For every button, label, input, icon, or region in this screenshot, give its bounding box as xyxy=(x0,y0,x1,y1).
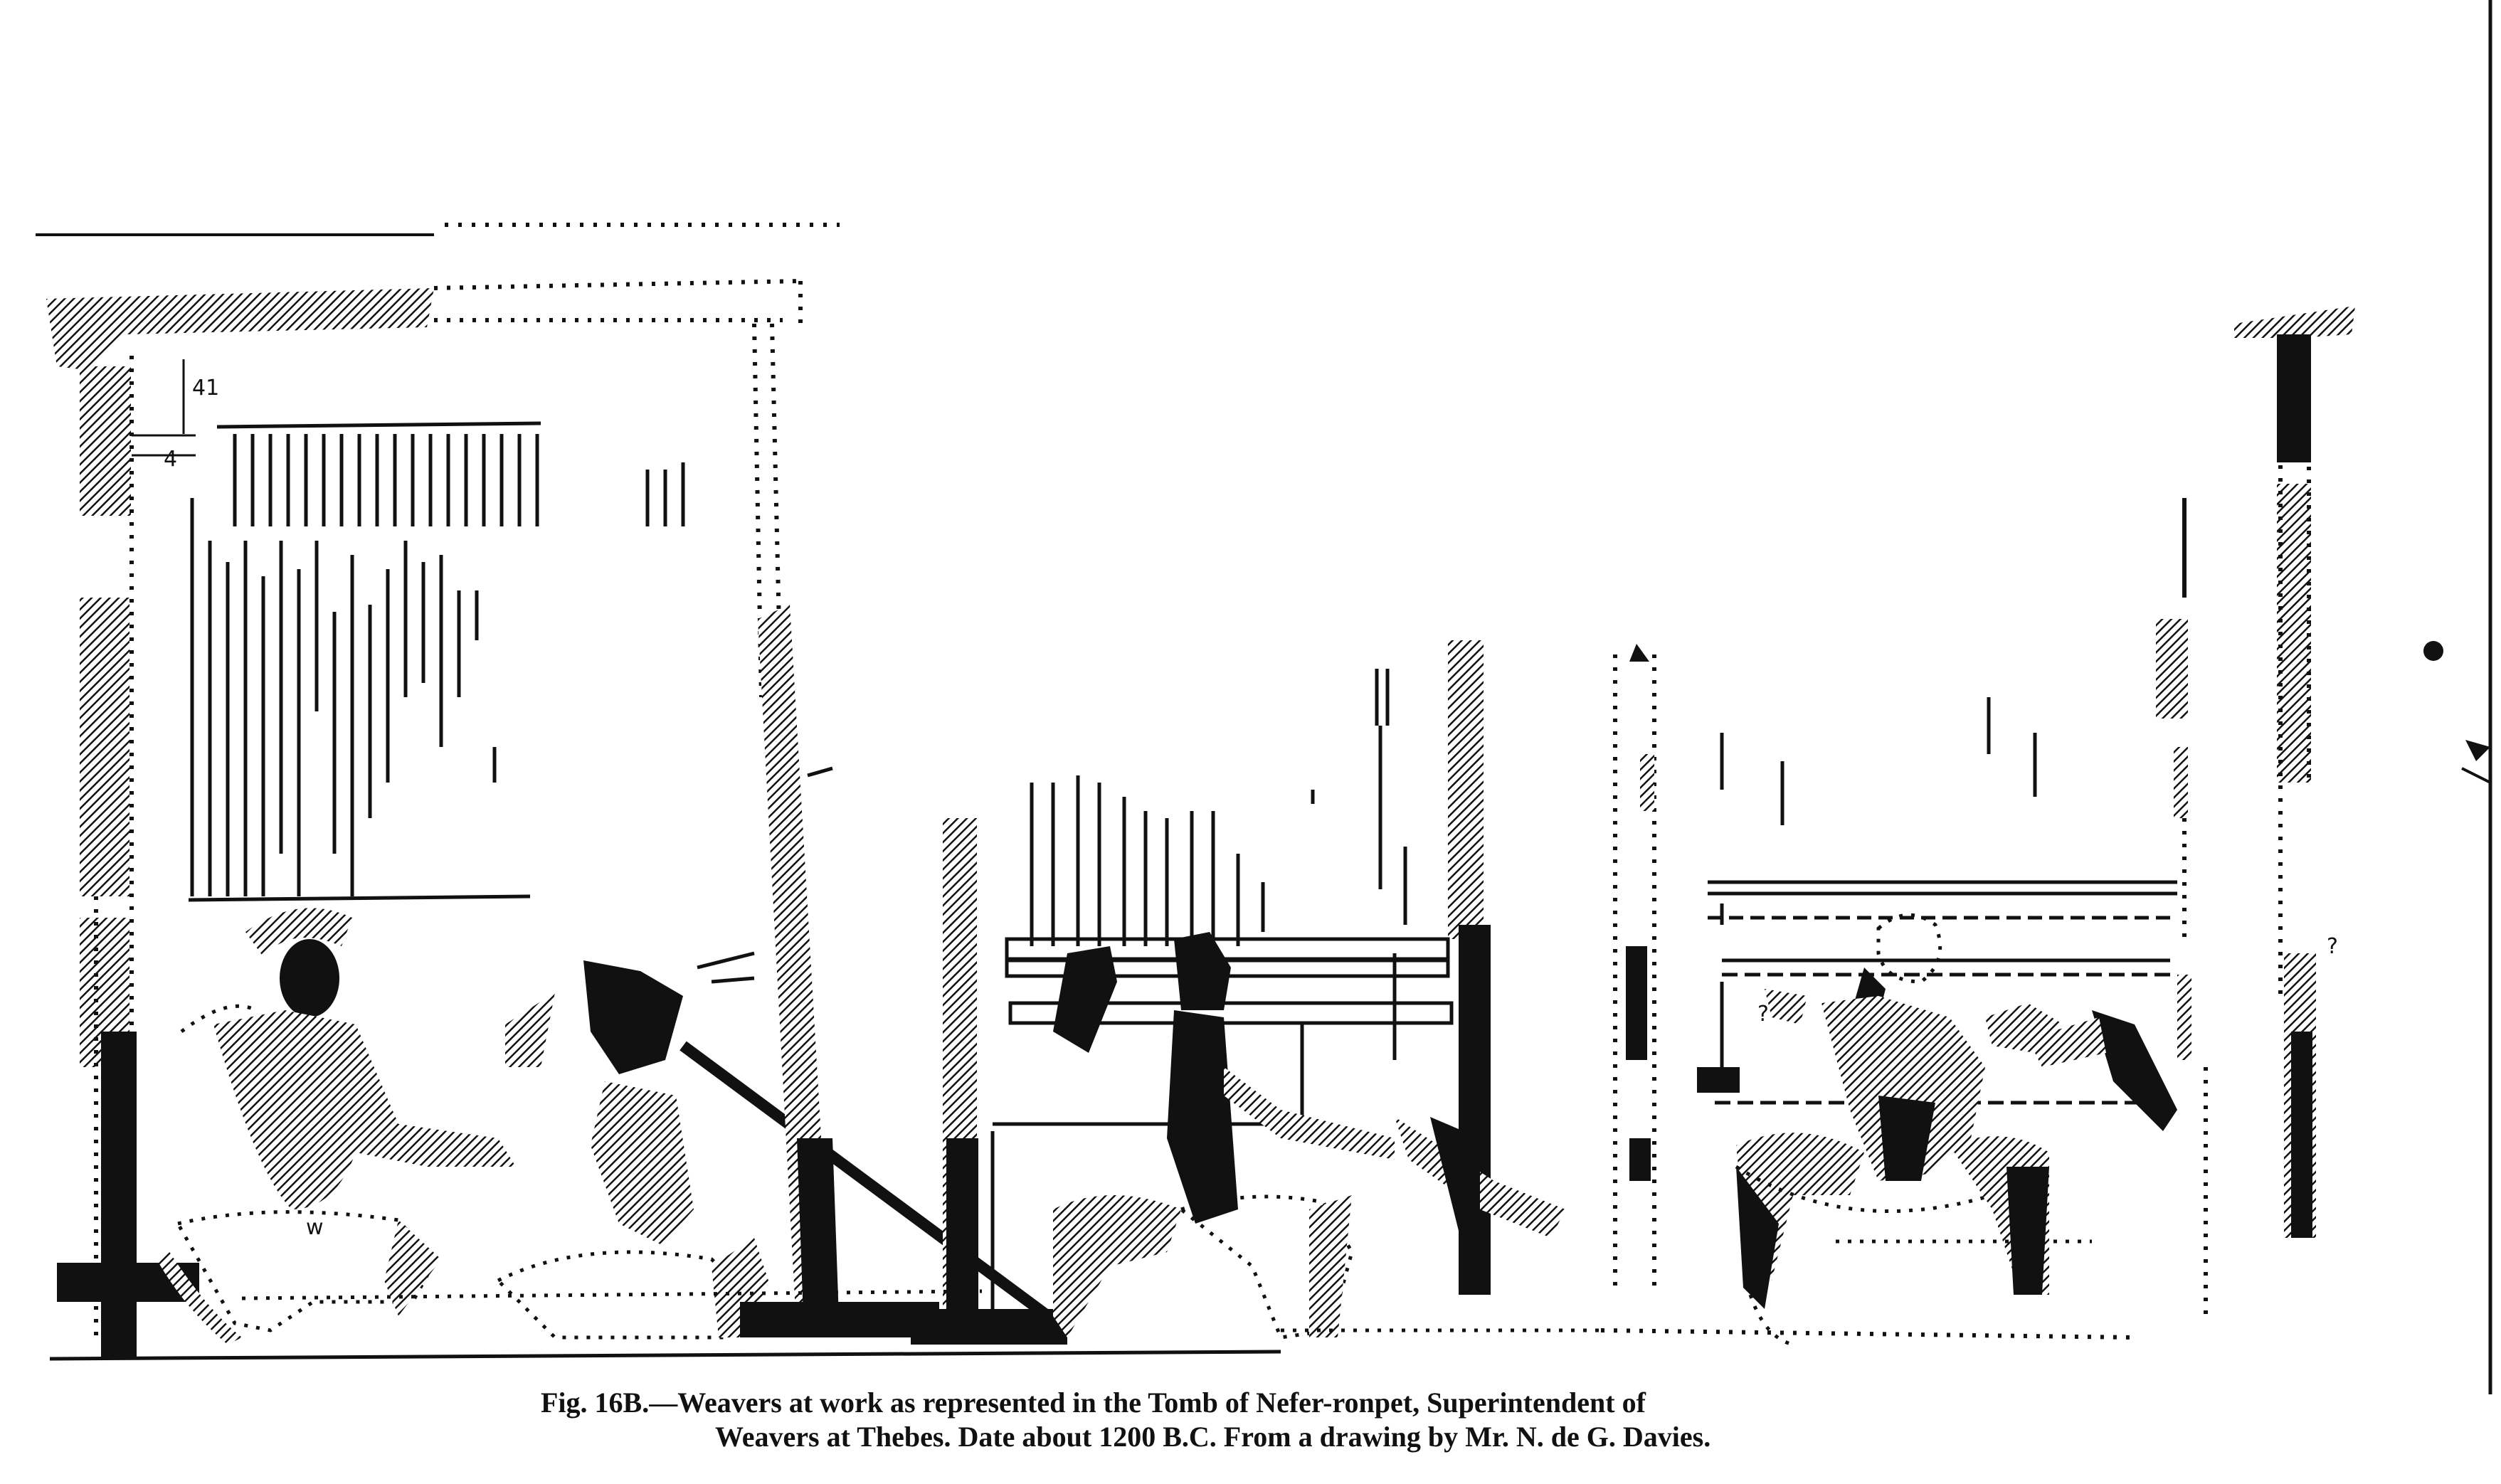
mark-question-2: ? xyxy=(2327,934,2338,959)
right-loom-frame xyxy=(1601,498,2206,1337)
mark-41: 41 xyxy=(192,376,220,401)
left-annotations xyxy=(132,359,219,472)
top-border xyxy=(36,225,840,235)
central-post xyxy=(740,605,939,1337)
caption-line-1: Fig. 16B.—Weavers at work as represented in the Tomb of Nefer-ronpet, Superintendent of xyxy=(541,1387,1646,1419)
weaver-left xyxy=(157,908,516,1345)
weaver-right xyxy=(1736,915,2177,1345)
caption-line-2: Weavers at Thebes. Date about 1200 B.C. From a drawing by Mr. N. de G. Davies. xyxy=(715,1421,1711,1453)
page-edge xyxy=(2423,0,2490,1394)
right-post xyxy=(2234,306,2355,1238)
figure-caption xyxy=(541,1386,2006,1454)
left-loom-warp xyxy=(189,423,683,900)
mark-4: 4 xyxy=(164,447,178,472)
mark-w: w xyxy=(306,1215,324,1240)
mark-question-1: ? xyxy=(1757,1002,1769,1027)
